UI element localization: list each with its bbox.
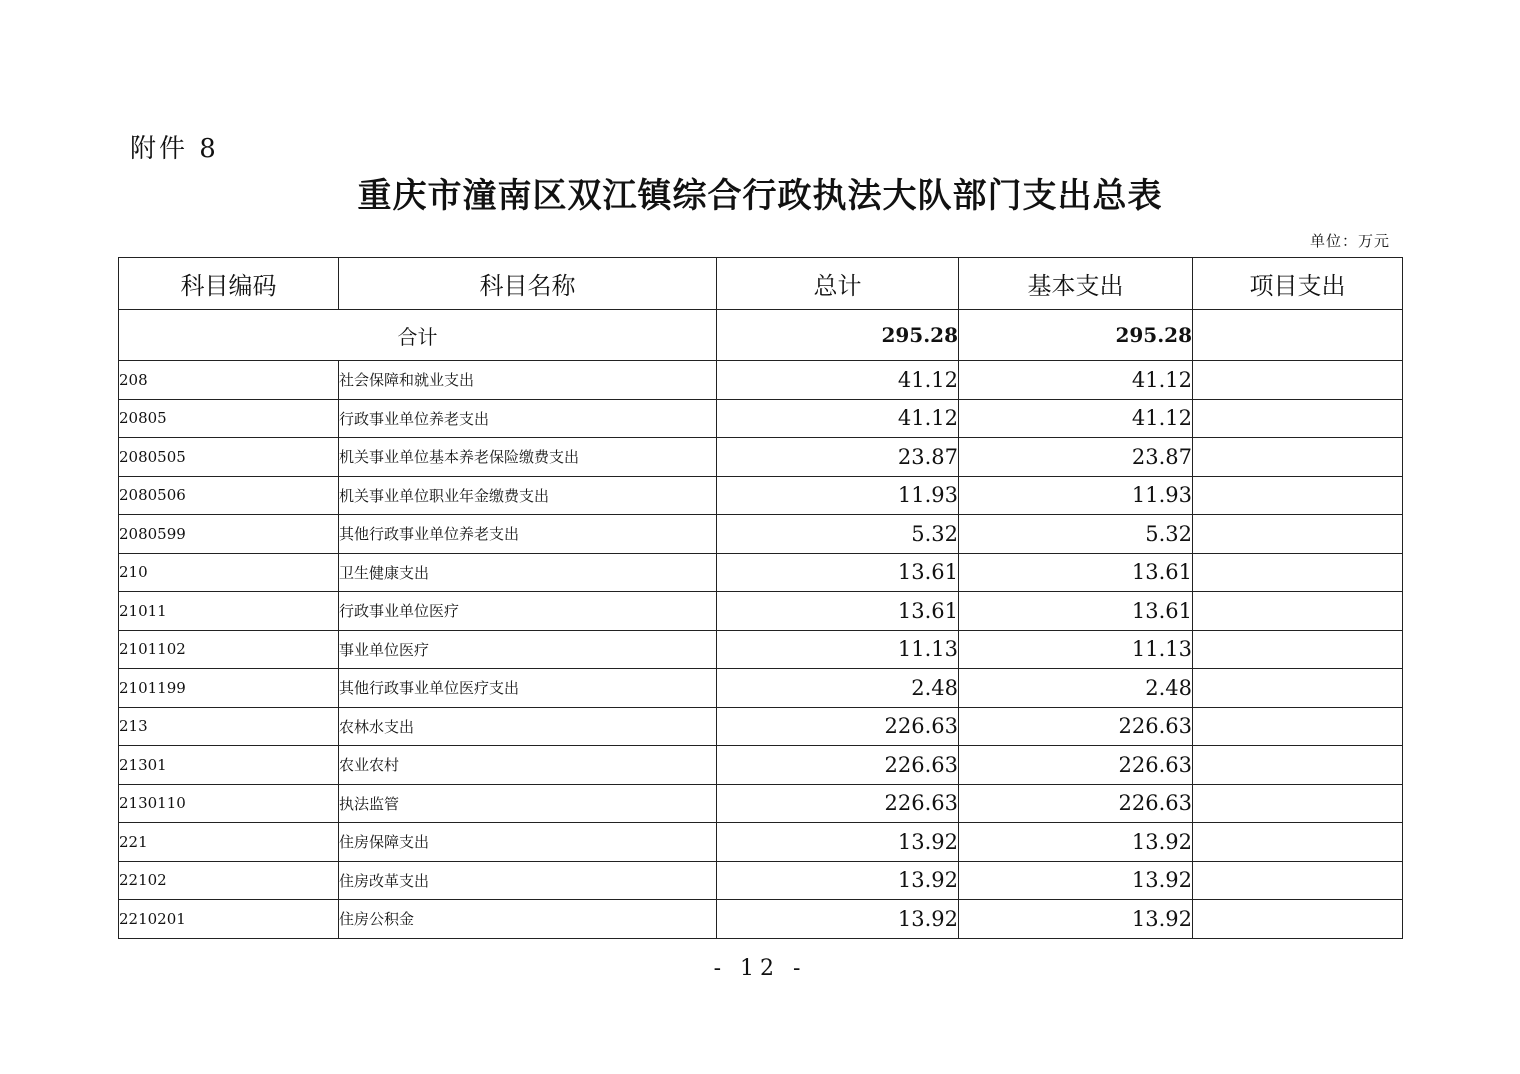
cell-total: 11.13 [717,630,959,669]
cell-code: 20805 [119,399,339,438]
table-row [119,861,1403,900]
table-row [119,553,1403,592]
cell-basic: 11.93 [959,476,1193,515]
cell-total: 41.12 [717,361,959,400]
total-basic: 295.28 [959,310,1193,361]
cell-project [1193,746,1403,785]
cell-basic: 2.48 [959,669,1193,708]
cell-code: 2080506 [119,476,339,515]
attachment-label: 附件 8 [130,134,219,164]
cell-basic: 13.92 [959,861,1193,900]
cell-project [1193,861,1403,900]
cell-basic: 13.92 [959,900,1193,939]
cell-name: 其他行政事业单位医疗支出 [339,669,717,708]
cell-code: 2210201 [119,900,339,939]
cell-project [1193,900,1403,939]
table-row [119,669,1403,708]
header-code: 科目编码 [119,258,339,310]
cell-total: 13.61 [717,553,959,592]
total-label: 合计 [119,310,717,361]
table-row [119,592,1403,631]
cell-project [1193,784,1403,823]
cell-basic: 226.63 [959,746,1193,785]
cell-total: 13.92 [717,823,959,862]
cell-total: 226.63 [717,746,959,785]
table-row [119,361,1403,400]
cell-name: 住房公积金 [339,900,717,939]
cell-basic: 41.12 [959,361,1193,400]
cell-total: 13.61 [717,592,959,631]
cell-total: 5.32 [717,515,959,554]
header-total: 总计 [717,258,959,310]
cell-name: 行政事业单位医疗 [339,592,717,631]
table-row [119,823,1403,862]
table-row [119,438,1403,477]
cell-project [1193,476,1403,515]
cell-basic: 5.32 [959,515,1193,554]
cell-total: 41.12 [717,399,959,438]
table-header-row [119,258,1403,310]
cell-basic: 41.12 [959,399,1193,438]
cell-code: 21011 [119,592,339,631]
cell-name: 卫生健康支出 [339,553,717,592]
table-row [119,515,1403,554]
cell-project [1193,553,1403,592]
cell-code: 2130110 [119,784,339,823]
total-row [119,310,1403,361]
cell-total: 13.92 [717,900,959,939]
total-total: 295.28 [717,310,959,361]
cell-name: 住房保障支出 [339,823,717,862]
cell-basic: 226.63 [959,707,1193,746]
cell-name: 机关事业单位基本养老保险缴费支出 [339,438,717,477]
cell-name: 行政事业单位养老支出 [339,399,717,438]
cell-code: 210 [119,553,339,592]
cell-project [1193,669,1403,708]
cell-project [1193,823,1403,862]
expenditure-table [118,257,1403,939]
cell-total: 2.48 [717,669,959,708]
cell-name: 农林水支出 [339,707,717,746]
cell-code: 2101102 [119,630,339,669]
cell-code: 22102 [119,861,339,900]
cell-project [1193,707,1403,746]
cell-project [1193,438,1403,477]
cell-total: 226.63 [717,784,959,823]
cell-name: 事业单位医疗 [339,630,717,669]
cell-code: 2080505 [119,438,339,477]
cell-code: 2080599 [119,515,339,554]
cell-project [1193,592,1403,631]
cell-name: 社会保障和就业支出 [339,361,717,400]
cell-basic: 13.61 [959,553,1193,592]
cell-name: 机关事业单位职业年金缴费支出 [339,476,717,515]
cell-code: 208 [119,361,339,400]
table-row [119,707,1403,746]
cell-code: 213 [119,707,339,746]
cell-basic: 13.61 [959,592,1193,631]
cell-basic: 226.63 [959,784,1193,823]
cell-code: 221 [119,823,339,862]
table-row [119,399,1403,438]
table-row [119,630,1403,669]
unit-label: 单位：万元 [1309,232,1390,250]
cell-total: 11.93 [717,476,959,515]
page-title: 重庆市潼南区双江镇综合行政执法大队部门支出总表 [357,176,1163,216]
cell-name: 其他行政事业单位养老支出 [339,515,717,554]
cell-code: 21301 [119,746,339,785]
cell-basic: 11.13 [959,630,1193,669]
cell-total: 226.63 [717,707,959,746]
header-project: 项目支出 [1193,258,1403,310]
cell-basic: 13.92 [959,823,1193,862]
table-row [119,476,1403,515]
cell-name: 农业农村 [339,746,717,785]
table-row [119,900,1403,939]
cell-name: 住房改革支出 [339,861,717,900]
table-row [119,746,1403,785]
cell-total: 13.92 [717,861,959,900]
cell-project [1193,361,1403,400]
cell-basic: 23.87 [959,438,1193,477]
cell-project [1193,630,1403,669]
total-project [1193,310,1403,361]
cell-project [1193,515,1403,554]
page-number: - 12 - [713,956,807,981]
cell-code: 2101199 [119,669,339,708]
cell-name: 执法监管 [339,784,717,823]
header-basic: 基本支出 [959,258,1193,310]
table-row [119,784,1403,823]
cell-total: 23.87 [717,438,959,477]
header-name: 科目名称 [339,258,717,310]
cell-project [1193,399,1403,438]
